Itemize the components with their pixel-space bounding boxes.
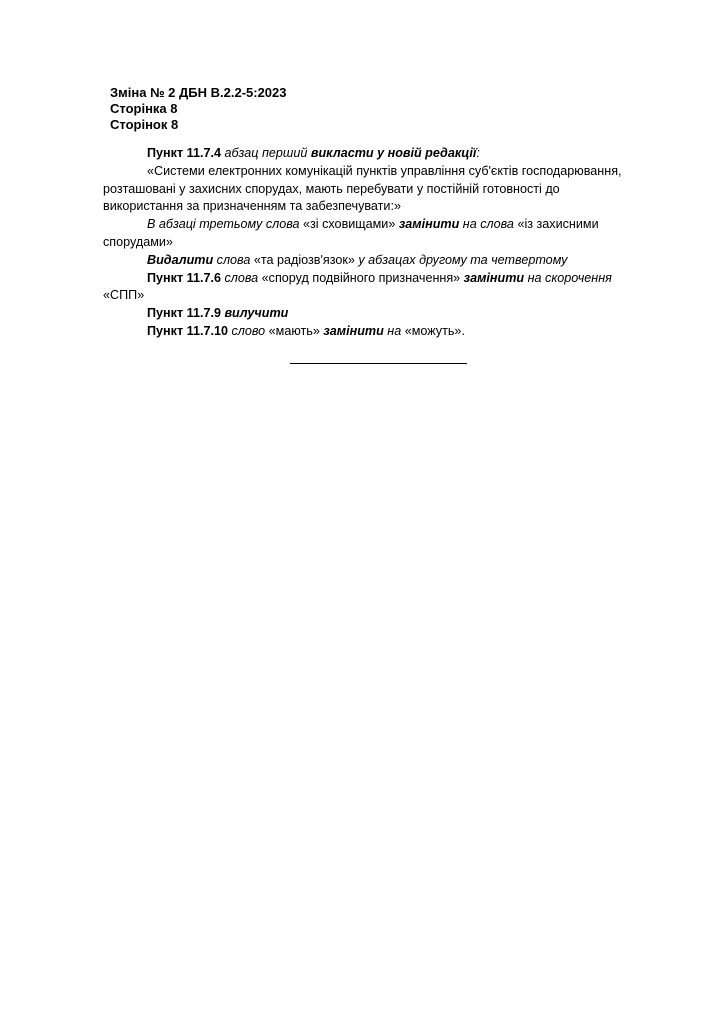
paragraph-text: у абзацах другому та четвертому [354,252,568,267]
paragraph-item-11-7-6 [103,270,636,306]
paragraph-item-11-7-4 [103,145,636,163]
page-number: Сторінка 8 [110,101,178,116]
closing-rule [290,363,467,364]
paragraph-text: . [461,323,465,338]
action-text: замінити [460,270,525,285]
page-count: Сторінок 8 [110,117,179,132]
action-text: Видалити [147,252,214,267]
paragraph-delete-words [103,252,636,270]
document-header [110,85,287,133]
paragraph-text: на слова [459,217,518,232]
paragraph-new-wording [103,163,636,216]
quoted-text: «та радіозв'язок» [253,252,355,267]
amendment-title: Зміна № 2 ДБН В.2.2-5:2023 [110,85,287,100]
action-text: замінити [319,323,384,338]
document-body [103,145,636,341]
quoted-text: «СПП» [103,288,145,303]
quoted-text: «із захисними спорудами» [103,217,599,249]
paragraph-text: слова [220,270,262,285]
quoted-text: «можуть» [404,323,462,338]
action-text: замінити [395,217,460,232]
quoted-text: «Системи електронних комунікацій пунктів управління суб'єктів господарювання, розташовані у захисних спорудах, мають перебувати у постійній готовності до використання за призначенням та забезпечувати:» [103,163,622,214]
item-number: Пункт 11.7.4 [147,146,221,160]
paragraph-replace-words [103,216,636,252]
paragraph-text: на скорочення [524,270,612,285]
item-number: Пункт 11.7.10 [147,323,228,338]
paragraph-item-11-7-9 [103,305,636,323]
paragraph-text: В абзаці третьому слова [147,217,304,232]
paragraph-text: : [476,146,480,160]
paragraph-text: на [383,323,405,338]
action-text: вилучити [220,306,289,321]
quoted-text: «мають» [268,323,320,338]
quoted-text: «споруд подвійного призначення» [261,270,461,285]
paragraph-text: слово [227,323,269,338]
item-number: Пункт 11.7.6 [147,270,221,285]
action-text: викласти у новій редакції [310,146,477,160]
paragraph-text: слова [213,252,254,267]
paragraph-item-11-7-10 [103,323,636,341]
item-number: Пункт 11.7.9 [147,306,221,321]
quoted-text: «зі сховищами» [303,217,396,232]
paragraph-text: абзац перший [220,146,311,160]
